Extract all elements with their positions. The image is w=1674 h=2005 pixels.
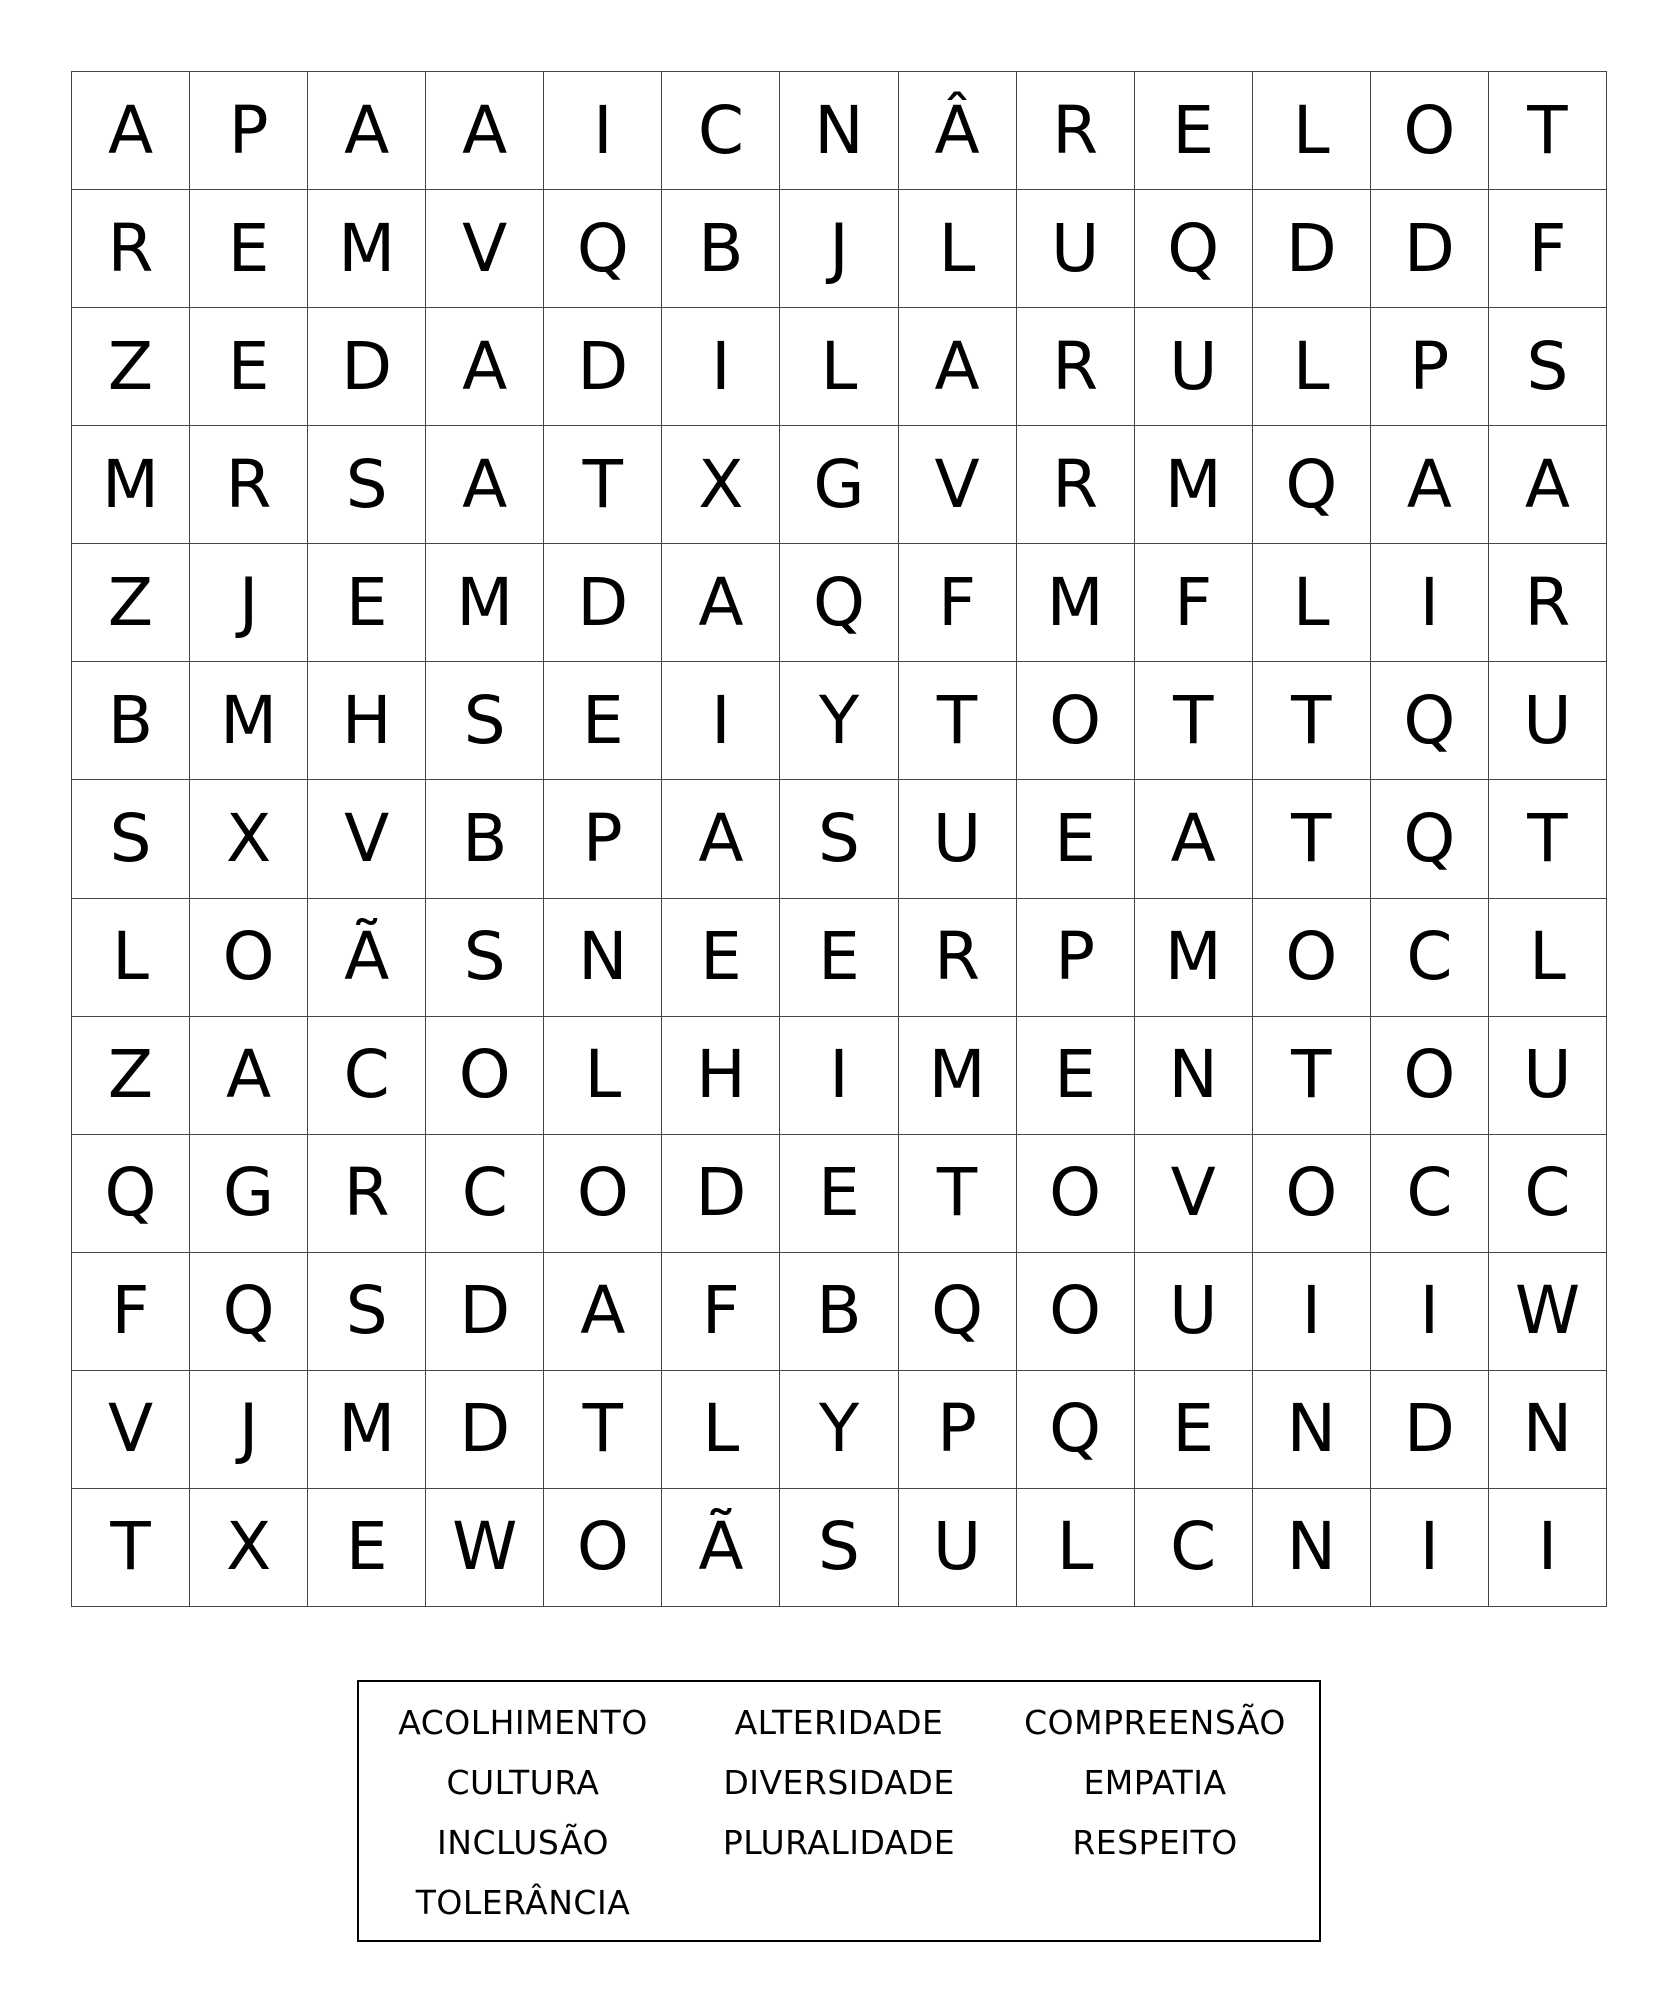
grid-cell[interactable]: A — [308, 72, 426, 190]
grid-cell[interactable]: B — [780, 1253, 898, 1371]
grid-cell[interactable]: Ã — [308, 899, 426, 1017]
grid-cell[interactable]: F — [1489, 190, 1607, 308]
grid-cell[interactable]: W — [1489, 1253, 1607, 1371]
grid-cell[interactable]: R — [308, 1135, 426, 1253]
grid-cell[interactable]: P — [1017, 899, 1135, 1017]
grid-cell[interactable]: D — [662, 1135, 780, 1253]
grid-cell[interactable]: D — [544, 308, 662, 426]
grid-cell[interactable]: R — [899, 899, 1017, 1017]
grid-cell[interactable]: E — [190, 308, 308, 426]
grid-cell[interactable]: Q — [190, 1253, 308, 1371]
grid-cell[interactable]: B — [72, 662, 190, 780]
grid-cell[interactable]: N — [544, 899, 662, 1017]
grid-cell[interactable]: I — [1371, 544, 1489, 662]
grid-cell[interactable]: V — [426, 190, 544, 308]
grid-cell[interactable]: Z — [72, 544, 190, 662]
grid-cell[interactable]: S — [1489, 308, 1607, 426]
grid-cell[interactable]: E — [662, 899, 780, 1017]
grid-cell[interactable]: O — [1017, 1135, 1135, 1253]
grid-cell[interactable]: E — [1135, 72, 1253, 190]
grid-cell[interactable]: M — [308, 190, 426, 308]
grid-cell[interactable]: Q — [1135, 190, 1253, 308]
grid-cell[interactable]: X — [190, 780, 308, 898]
grid-cell[interactable]: D — [1371, 1371, 1489, 1489]
grid-cell[interactable]: L — [1253, 544, 1371, 662]
grid-cell[interactable]: O — [1253, 1135, 1371, 1253]
grid-cell[interactable]: M — [426, 544, 544, 662]
grid-cell[interactable]: U — [899, 1489, 1017, 1607]
grid-cell[interactable]: J — [190, 1371, 308, 1489]
grid-cell[interactable]: C — [1135, 1489, 1253, 1607]
grid-cell[interactable]: T — [1489, 780, 1607, 898]
word-item: PLURALIDADE — [722, 1823, 956, 1862]
grid-cell[interactable]: T — [899, 662, 1017, 780]
grid-cell[interactable]: I — [780, 1017, 898, 1135]
grid-cell[interactable]: L — [544, 1017, 662, 1135]
grid-cell[interactable]: P — [544, 780, 662, 898]
grid-cell[interactable]: Y — [780, 1371, 898, 1489]
grid-cell[interactable]: Q — [1371, 780, 1489, 898]
grid-cell[interactable]: E — [544, 662, 662, 780]
grid-cell[interactable]: Q — [780, 544, 898, 662]
grid-cell[interactable]: D — [1371, 190, 1489, 308]
grid-cell[interactable]: L — [780, 308, 898, 426]
grid-cell[interactable]: S — [72, 780, 190, 898]
grid-cell[interactable]: S — [426, 662, 544, 780]
grid-cell[interactable]: G — [190, 1135, 308, 1253]
grid-cell[interactable]: M — [190, 662, 308, 780]
grid-cell[interactable]: M — [308, 1371, 426, 1489]
grid-cell[interactable]: T — [1135, 662, 1253, 780]
grid-cell[interactable]: Ã — [662, 1489, 780, 1607]
grid-cell[interactable]: O — [1371, 72, 1489, 190]
grid-cell[interactable]: R — [72, 190, 190, 308]
grid-cell[interactable]: N — [1135, 1017, 1253, 1135]
grid-cell[interactable]: R — [1489, 544, 1607, 662]
grid-cell[interactable]: E — [308, 544, 426, 662]
grid-cell[interactable]: M — [72, 426, 190, 544]
grid-cell[interactable]: M — [1135, 426, 1253, 544]
grid-cell[interactable]: H — [308, 662, 426, 780]
grid-cell[interactable]: A — [1489, 426, 1607, 544]
grid-cell[interactable]: P — [899, 1371, 1017, 1489]
grid-cell[interactable]: E — [190, 190, 308, 308]
grid-cell[interactable]: Z — [72, 308, 190, 426]
grid-cell[interactable]: I — [1371, 1489, 1489, 1607]
grid-cell[interactable]: D — [1253, 190, 1371, 308]
word-item: TOLERÂNCIA — [415, 1883, 631, 1922]
grid-cell[interactable]: Q — [72, 1135, 190, 1253]
grid-cell[interactable]: M — [899, 1017, 1017, 1135]
grid-cell[interactable]: A — [1371, 426, 1489, 544]
grid-cell[interactable]: Y — [780, 662, 898, 780]
grid-cell[interactable]: O — [426, 1017, 544, 1135]
grid-cell[interactable]: S — [308, 1253, 426, 1371]
grid-cell[interactable]: R — [1017, 72, 1135, 190]
grid-cell[interactable]: U — [899, 780, 1017, 898]
grid-cell[interactable]: E — [308, 1489, 426, 1607]
grid-cell[interactable]: F — [662, 1253, 780, 1371]
grid-cell[interactable]: P — [190, 72, 308, 190]
grid-cell[interactable]: Q — [1253, 426, 1371, 544]
grid-cell[interactable]: I — [1371, 1253, 1489, 1371]
grid-cell[interactable]: C — [1489, 1135, 1607, 1253]
grid-cell[interactable]: F — [899, 544, 1017, 662]
grid-cell[interactable]: C — [426, 1135, 544, 1253]
grid-cell[interactable]: N — [1253, 1371, 1371, 1489]
letter-grid — [71, 71, 1607, 1607]
grid-cell[interactable]: B — [426, 780, 544, 898]
grid-cell[interactable]: R — [190, 426, 308, 544]
grid-cell[interactable]: C — [308, 1017, 426, 1135]
grid-cell[interactable]: O — [544, 1135, 662, 1253]
grid-cell[interactable]: L — [662, 1371, 780, 1489]
grid-cell[interactable]: C — [662, 72, 780, 190]
grid-cell[interactable]: L — [1253, 308, 1371, 426]
grid-cell[interactable]: O — [190, 899, 308, 1017]
grid-cell[interactable]: S — [308, 426, 426, 544]
grid-cell[interactable]: T — [72, 1489, 190, 1607]
grid-cell[interactable]: V — [308, 780, 426, 898]
grid-cell[interactable]: W — [426, 1489, 544, 1607]
grid-cell[interactable]: I — [1253, 1253, 1371, 1371]
grid-cell[interactable]: J — [190, 544, 308, 662]
grid-cell[interactable]: O — [1253, 899, 1371, 1017]
word-item: ACOLHIMENTO — [398, 1703, 648, 1742]
grid-cell[interactable]: Q — [1371, 662, 1489, 780]
grid-cell[interactable]: O — [544, 1489, 662, 1607]
grid-cell[interactable]: L — [1489, 899, 1607, 1017]
grid-cell[interactable]: V — [72, 1371, 190, 1489]
grid-cell[interactable]: M — [1017, 544, 1135, 662]
grid-cell[interactable]: A — [190, 1017, 308, 1135]
grid-cell[interactable]: E — [780, 1135, 898, 1253]
grid-cell[interactable]: N — [1489, 1371, 1607, 1489]
grid-cell[interactable]: S — [426, 899, 544, 1017]
grid-cell[interactable]: X — [662, 426, 780, 544]
grid-cell[interactable]: Z — [72, 1017, 190, 1135]
grid-cell[interactable]: S — [780, 780, 898, 898]
word-item: ALTERIDADE — [734, 1703, 944, 1742]
grid-cell[interactable]: O — [1371, 1017, 1489, 1135]
grid-cell[interactable]: U — [1017, 190, 1135, 308]
grid-cell[interactable]: T — [544, 426, 662, 544]
grid-cell[interactable]: T — [1253, 1017, 1371, 1135]
grid-cell[interactable]: A — [544, 1253, 662, 1371]
grid-cell[interactable]: T — [1253, 662, 1371, 780]
grid-cell[interactable]: R — [1017, 426, 1135, 544]
grid-cell[interactable]: E — [1135, 1371, 1253, 1489]
grid-cell[interactable]: I — [1489, 1489, 1607, 1607]
grid-cell[interactable]: E — [780, 899, 898, 1017]
word-list — [359, 1698, 1319, 1938]
grid-cell[interactable]: V — [1135, 1135, 1253, 1253]
grid-cell[interactable]: R — [1017, 308, 1135, 426]
word-item: EMPATIA — [1083, 1763, 1227, 1802]
grid-cell[interactable]: E — [1017, 780, 1135, 898]
grid-cell[interactable]: D — [426, 1371, 544, 1489]
grid-cell[interactable]: I — [662, 662, 780, 780]
grid-cell[interactable]: Q — [1017, 1371, 1135, 1489]
grid-cell[interactable]: A — [662, 780, 780, 898]
grid-cell[interactable]: Â — [899, 72, 1017, 190]
grid-cell[interactable]: A — [426, 308, 544, 426]
grid-cell[interactable]: I — [544, 72, 662, 190]
grid-cell[interactable]: U — [1489, 662, 1607, 780]
grid-cell[interactable]: M — [1135, 899, 1253, 1017]
word-bank — [357, 1680, 1321, 1942]
grid-cell[interactable]: C — [1371, 899, 1489, 1017]
grid-cell[interactable]: A — [1135, 780, 1253, 898]
grid-cell[interactable]: P — [1371, 308, 1489, 426]
grid-cell[interactable]: T — [544, 1371, 662, 1489]
word-item: DIVERSIDADE — [723, 1763, 955, 1802]
word-item: CULTURA — [446, 1763, 600, 1802]
grid-cell[interactable]: L — [899, 190, 1017, 308]
grid-cell[interactable]: T — [1253, 780, 1371, 898]
grid-cell[interactable]: F — [72, 1253, 190, 1371]
grid-cell[interactable]: L — [1253, 72, 1371, 190]
grid-cell[interactable]: L — [72, 899, 190, 1017]
grid-cell[interactable]: G — [780, 426, 898, 544]
grid-cell[interactable]: A — [899, 308, 1017, 426]
grid-cell[interactable]: D — [544, 544, 662, 662]
word-item: INCLUSÃO — [437, 1823, 609, 1862]
grid-cell[interactable]: H — [662, 1017, 780, 1135]
grid-cell[interactable]: N — [780, 72, 898, 190]
word-item: RESPEITO — [1072, 1823, 1238, 1862]
grid-cell[interactable]: T — [1489, 72, 1607, 190]
grid-cell[interactable]: S — [780, 1489, 898, 1607]
grid-cell[interactable]: D — [308, 308, 426, 426]
grid-cell[interactable]: J — [780, 190, 898, 308]
grid-cell[interactable]: Q — [544, 190, 662, 308]
grid-cell[interactable]: U — [1489, 1017, 1607, 1135]
grid-cell[interactable]: E — [1017, 1017, 1135, 1135]
grid-cell[interactable]: B — [662, 190, 780, 308]
grid-cell[interactable]: X — [190, 1489, 308, 1607]
grid-cell[interactable]: C — [1371, 1135, 1489, 1253]
grid-cell[interactable]: A — [72, 72, 190, 190]
grid-cell[interactable]: O — [1017, 662, 1135, 780]
grid-cell[interactable]: V — [899, 426, 1017, 544]
grid-cell[interactable]: F — [1135, 544, 1253, 662]
word-item: COMPREENSÃO — [1024, 1703, 1286, 1742]
grid-cell[interactable]: A — [662, 544, 780, 662]
grid-cell[interactable]: I — [662, 308, 780, 426]
grid-cell[interactable]: L — [1017, 1489, 1135, 1607]
grid-cell[interactable]: A — [426, 72, 544, 190]
grid-cell[interactable]: U — [1135, 308, 1253, 426]
grid-cell[interactable]: O — [1017, 1253, 1135, 1371]
grid-cell[interactable]: U — [1135, 1253, 1253, 1371]
grid-cell[interactable]: N — [1253, 1489, 1371, 1607]
grid-cell[interactable]: T — [899, 1135, 1017, 1253]
grid-cell[interactable]: A — [426, 426, 544, 544]
grid-cell[interactable]: Q — [899, 1253, 1017, 1371]
grid-cell[interactable]: D — [426, 1253, 544, 1371]
